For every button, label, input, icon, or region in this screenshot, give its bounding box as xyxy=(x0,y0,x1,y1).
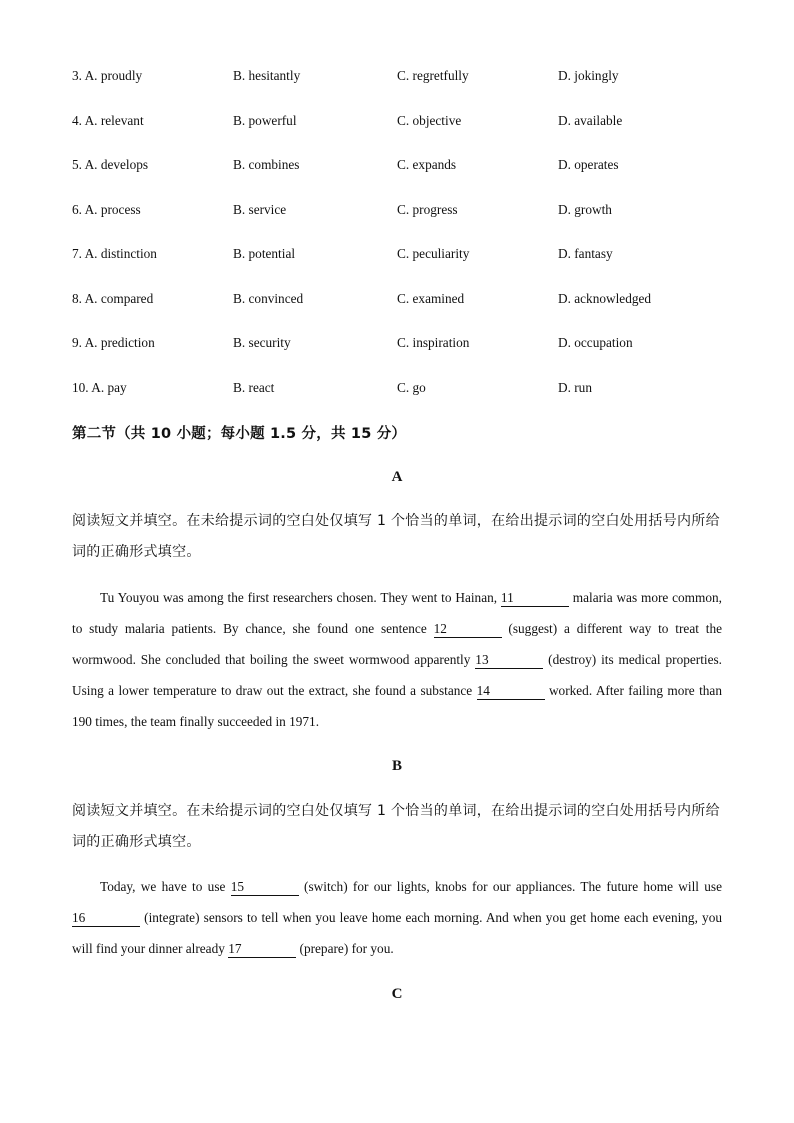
option-d: D. growth xyxy=(558,202,612,217)
option-d: D. available xyxy=(558,113,623,128)
option-b: B. security xyxy=(233,335,291,350)
blank-14[interactable]: 14 xyxy=(477,683,545,700)
option-d: D. operates xyxy=(558,157,619,172)
option-a: 6. A. process xyxy=(72,202,141,217)
option-c: C. expands xyxy=(397,157,457,172)
option-a: 3. A. proudly xyxy=(72,68,143,83)
option-a: 10. A. pay xyxy=(72,380,127,395)
option-d: D. occupation xyxy=(558,335,633,350)
option-b: B. hesitantly xyxy=(233,68,301,83)
option-d: D. acknowledged xyxy=(558,291,652,306)
part-b-label: B xyxy=(391,758,402,774)
part-b-passage: Today, we have to use 15 (switch) for our lights, knobs for our appliances. The future home will use 16 (integrate) sensors to tell when you leave home each morning. And when you get home each evening, you will find your dinner already 17 (prepare) for you. xyxy=(72,879,723,956)
blank-13[interactable]: 13 xyxy=(475,652,543,669)
option-c: C. objective xyxy=(397,113,462,128)
blank-16[interactable]: 16 xyxy=(72,910,140,927)
choice-row-3 xyxy=(72,68,732,88)
choice-row-10 xyxy=(72,380,732,400)
option-b: B. react xyxy=(233,380,275,395)
option-c: C. progress xyxy=(397,202,458,217)
choice-row-4 xyxy=(72,113,732,133)
option-c: C. inspiration xyxy=(397,335,470,350)
option-b: B. powerful xyxy=(233,113,297,128)
option-d: D. jokingly xyxy=(558,68,619,83)
blank-12[interactable]: 12 xyxy=(434,621,502,638)
choice-row-8 xyxy=(72,291,732,311)
option-b: B. combines xyxy=(233,157,300,172)
blank-11[interactable]: 11 xyxy=(501,590,569,607)
option-d: D. fantasy xyxy=(558,246,613,261)
option-c: C. regretfully xyxy=(397,68,469,83)
part-a-passage: Tu Youyou was among the first researchers chosen. They went to Hainan, 11 malaria was more common, to study malaria patients. By chance, she found one sentence 12 (suggest) a different way to treat the wormwood. She concluded that boiling the sweet wormwood apparently 13 (destroy) its medical properties. Using a lower temperature to draw out the extract, she found a substance 14 worked. After failing more than 190 times, the team finally succeeded in 1971. xyxy=(72,590,722,729)
option-c: C. go xyxy=(397,380,426,395)
option-b: B. convinced xyxy=(233,291,304,306)
blank-15[interactable]: 15 xyxy=(231,879,299,896)
option-c: C. peculiarity xyxy=(397,246,470,261)
option-a: 9. A. prediction xyxy=(72,335,155,350)
choice-row-7 xyxy=(72,246,732,266)
option-a: 7. A. distinction xyxy=(72,246,157,261)
option-a: 5. A. develops xyxy=(72,157,149,172)
part-c-label: C xyxy=(391,986,403,1002)
option-c: C. examined xyxy=(397,291,465,306)
option-d: D. run xyxy=(558,380,592,395)
part-a-instruction: 阅读短文并填空。在未给提示词的空白处仅填写 1 个恰当的单词，在给出提示词的空白处用括号内所给词的正确形式填空。 xyxy=(72,513,720,560)
choice-row-5 xyxy=(72,157,732,177)
option-a: 8. A. compared xyxy=(72,291,154,306)
section-title: 第二节（共 10 小题；每小题 1.5 分，共 15 分） xyxy=(72,426,407,442)
choice-row-9 xyxy=(72,335,732,355)
choice-row-6 xyxy=(72,202,732,222)
part-a-label: A xyxy=(391,469,403,485)
option-b: B. service xyxy=(233,202,287,217)
option-a: 4. A. relevant xyxy=(72,113,144,128)
blank-17[interactable]: 17 xyxy=(228,941,296,958)
part-b-instruction: 阅读短文并填空。在未给提示词的空白处仅填写 1 个恰当的单词，在给出提示词的空白处用括号内所给词的正确形式填空。 xyxy=(72,803,720,850)
option-b: B. potential xyxy=(233,246,296,261)
